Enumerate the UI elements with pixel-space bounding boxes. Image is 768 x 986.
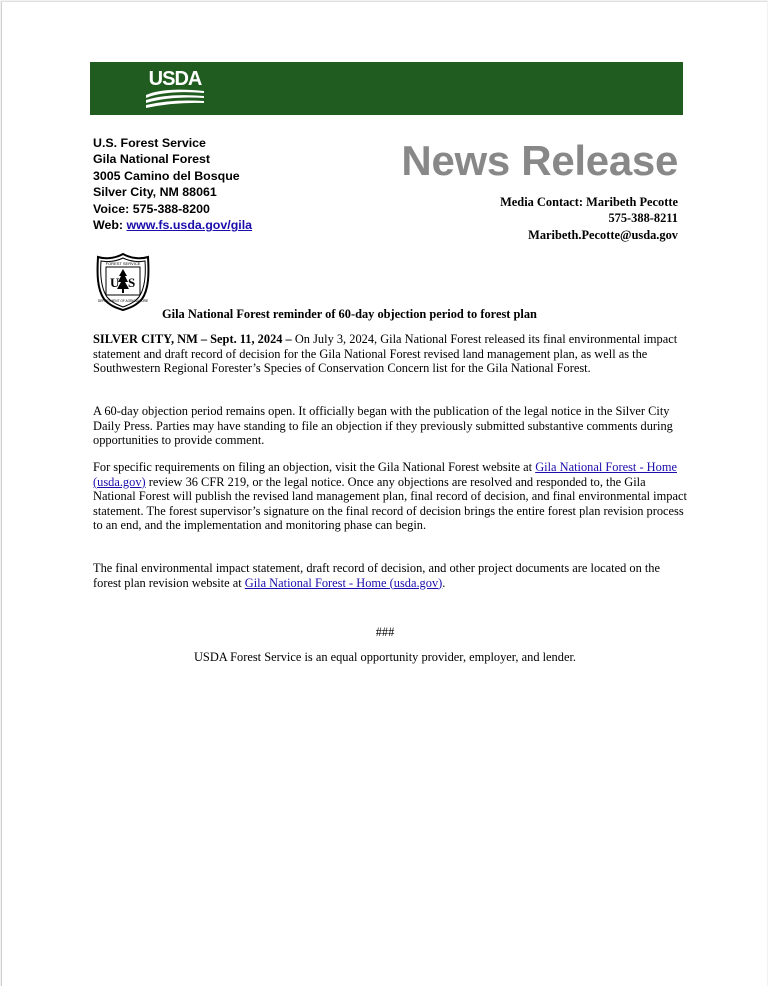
- shield-u: U: [110, 275, 120, 290]
- media-contact-phone: 575-388-8211: [608, 211, 678, 226]
- address-forest: Gila National Forest: [93, 152, 211, 167]
- equal-opportunity-statement: USDA Forest Service is an equal opportunity provider, employer, and lender.: [193, 650, 576, 664]
- gila-website-link[interactable]: Gila National Forest - Home (usda.gov): [93, 460, 677, 489]
- paragraph-3-before: For specific requirements on filing an objection, visit the Gila National Forest website at: [93, 460, 536, 474]
- address-agency: U.S. Forest Service: [93, 136, 206, 150]
- paragraph-3-after: review 36 CFR 219, or the legal notice. Once any objections are resolved and responded to, the Gila National Forest will publish the revised land management plan, final record of decision, and final environmental impact statement. The forest supervisor’s signature on the final record of decision brings the entire forest plan revision process to an end, and the implementation and monitoring phase can begin.: [93, 474, 687, 533]
- media-contact-email: Maribeth.Pecotte@usda.gov: [528, 227, 678, 242]
- address-street: 3005 Camino del Bosque: [93, 168, 240, 183]
- paragraph-2: [93, 404, 689, 448]
- usda-hills-icon: [144, 69, 206, 109]
- usda-logo-text: USDA: [148, 68, 202, 90]
- paragraph-4: [93, 561, 689, 590]
- address-city: Silver City, NM 88061: [93, 185, 217, 200]
- paragraph-1-text: On July 3, 2024, Gila National Forest released its final environmental impact statement and draft record of decision for the Gila National Forest revised land management plan, as well as the Southwestern Regional Forester’s Species of Conservation Concern list for the Gila National Forest.: [93, 332, 678, 376]
- forest-plan-website-link[interactable]: Gila National Forest - Home (usda.gov): [244, 575, 443, 590]
- headline: Gila National Forest reminder of 60-day objection period to forest plan: [162, 307, 537, 321]
- paragraph-4-before: The final environmental impact statement, draft record of decision, and other project documents are located on the forest plan revision website at: [93, 561, 660, 590]
- dateline: SILVER CITY, NM – Sept. 11, 2024 –: [93, 332, 292, 346]
- web-label: Web:: [93, 218, 127, 233]
- media-contact: [500, 194, 678, 243]
- address-voice: Voice: 575-388-8200: [93, 201, 210, 216]
- agency-address: [93, 135, 252, 233]
- document-page: [1, 1, 767, 986]
- shield-top-text: FOREST SERVICE: [105, 261, 141, 266]
- usda-logo: [144, 69, 206, 109]
- forest-service-shield-icon: [94, 253, 152, 311]
- shield-s: S: [128, 275, 136, 290]
- shield-bottom-text: DEPARTMENT OF AGRICULTURE: [97, 299, 149, 303]
- news-release-title: News Release: [401, 137, 678, 184]
- paragraph-1: [93, 332, 689, 376]
- paragraph-3: [93, 460, 689, 533]
- usda-banner: [90, 62, 683, 115]
- web-link[interactable]: www.fs.usda.gov/gila: [126, 218, 253, 233]
- paragraph-2-text: A 60-day objection period remains open. It officially began with the publication of the legal notice in the Silver City Daily Press. Parties may have standing to file an objection if they previously submitted substantive comments during opportunities to provide comment.: [93, 404, 673, 448]
- address-web: [93, 217, 252, 233]
- end-marker: ###: [375, 625, 395, 639]
- paragraph-4-after: .: [442, 575, 446, 590]
- media-contact-name: Media Contact: Maribeth Pecotte: [500, 195, 678, 209]
